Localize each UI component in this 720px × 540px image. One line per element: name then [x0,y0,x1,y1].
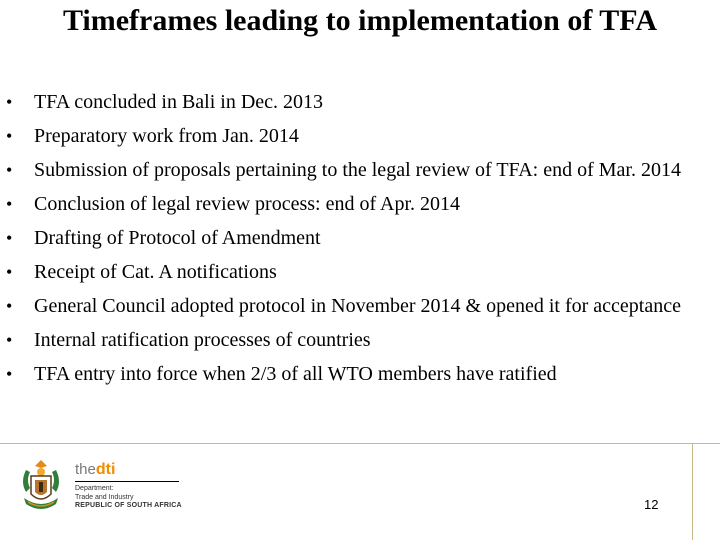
footer-vertical-divider [692,443,693,540]
bullet-item [0,157,720,184]
bullet-text: General Council adopted protocol in November 2014 & opened it for acceptance [34,295,681,317]
bullet-text: Submission of proposals pertaining to the legal review of TFA: end of Mar. 2014 [34,159,681,181]
logo-country: REPUBLIC OF SOUTH AFRICA [75,502,182,509]
bullet-item [0,123,720,150]
bullet-text: Internal ratification processes of countries [34,329,371,351]
dti-logo [75,461,182,509]
logo-department: Department: [75,485,114,492]
bullet-item [0,89,720,116]
bullet-text: TFA concluded in Bali in Dec. 2013 [34,91,324,113]
coat-of-arms-icon [16,458,66,516]
bullet-item [0,225,720,252]
bullet-text: TFA entry into force when 2/3 of all WTO members have ratified [34,363,557,385]
bullet-item [0,191,720,218]
bullet-item [0,293,720,320]
logo-prefix: the [75,461,96,478]
bullet-item [0,361,720,388]
footer-divider [0,443,720,444]
bullet-text: Receipt of Cat. A notifications [34,261,277,283]
bullet-text: Conclusion of legal review process: end of Apr. 2014 [34,193,461,215]
logo-name: dti [95,461,116,478]
logo-underline [75,481,179,482]
bullet-list [0,89,720,395]
bullet-item [0,327,720,354]
bullet-text: Drafting of Protocol of Amendment [34,227,321,249]
slide-title: Timeframes leading to implementation of TFA [62,4,658,37]
page-number: 12 [644,497,659,512]
bullet-item [0,259,720,286]
logo-department-name: Trade and Industry [75,494,134,501]
bullet-text: Preparatory work from Jan. 2014 [34,125,299,147]
